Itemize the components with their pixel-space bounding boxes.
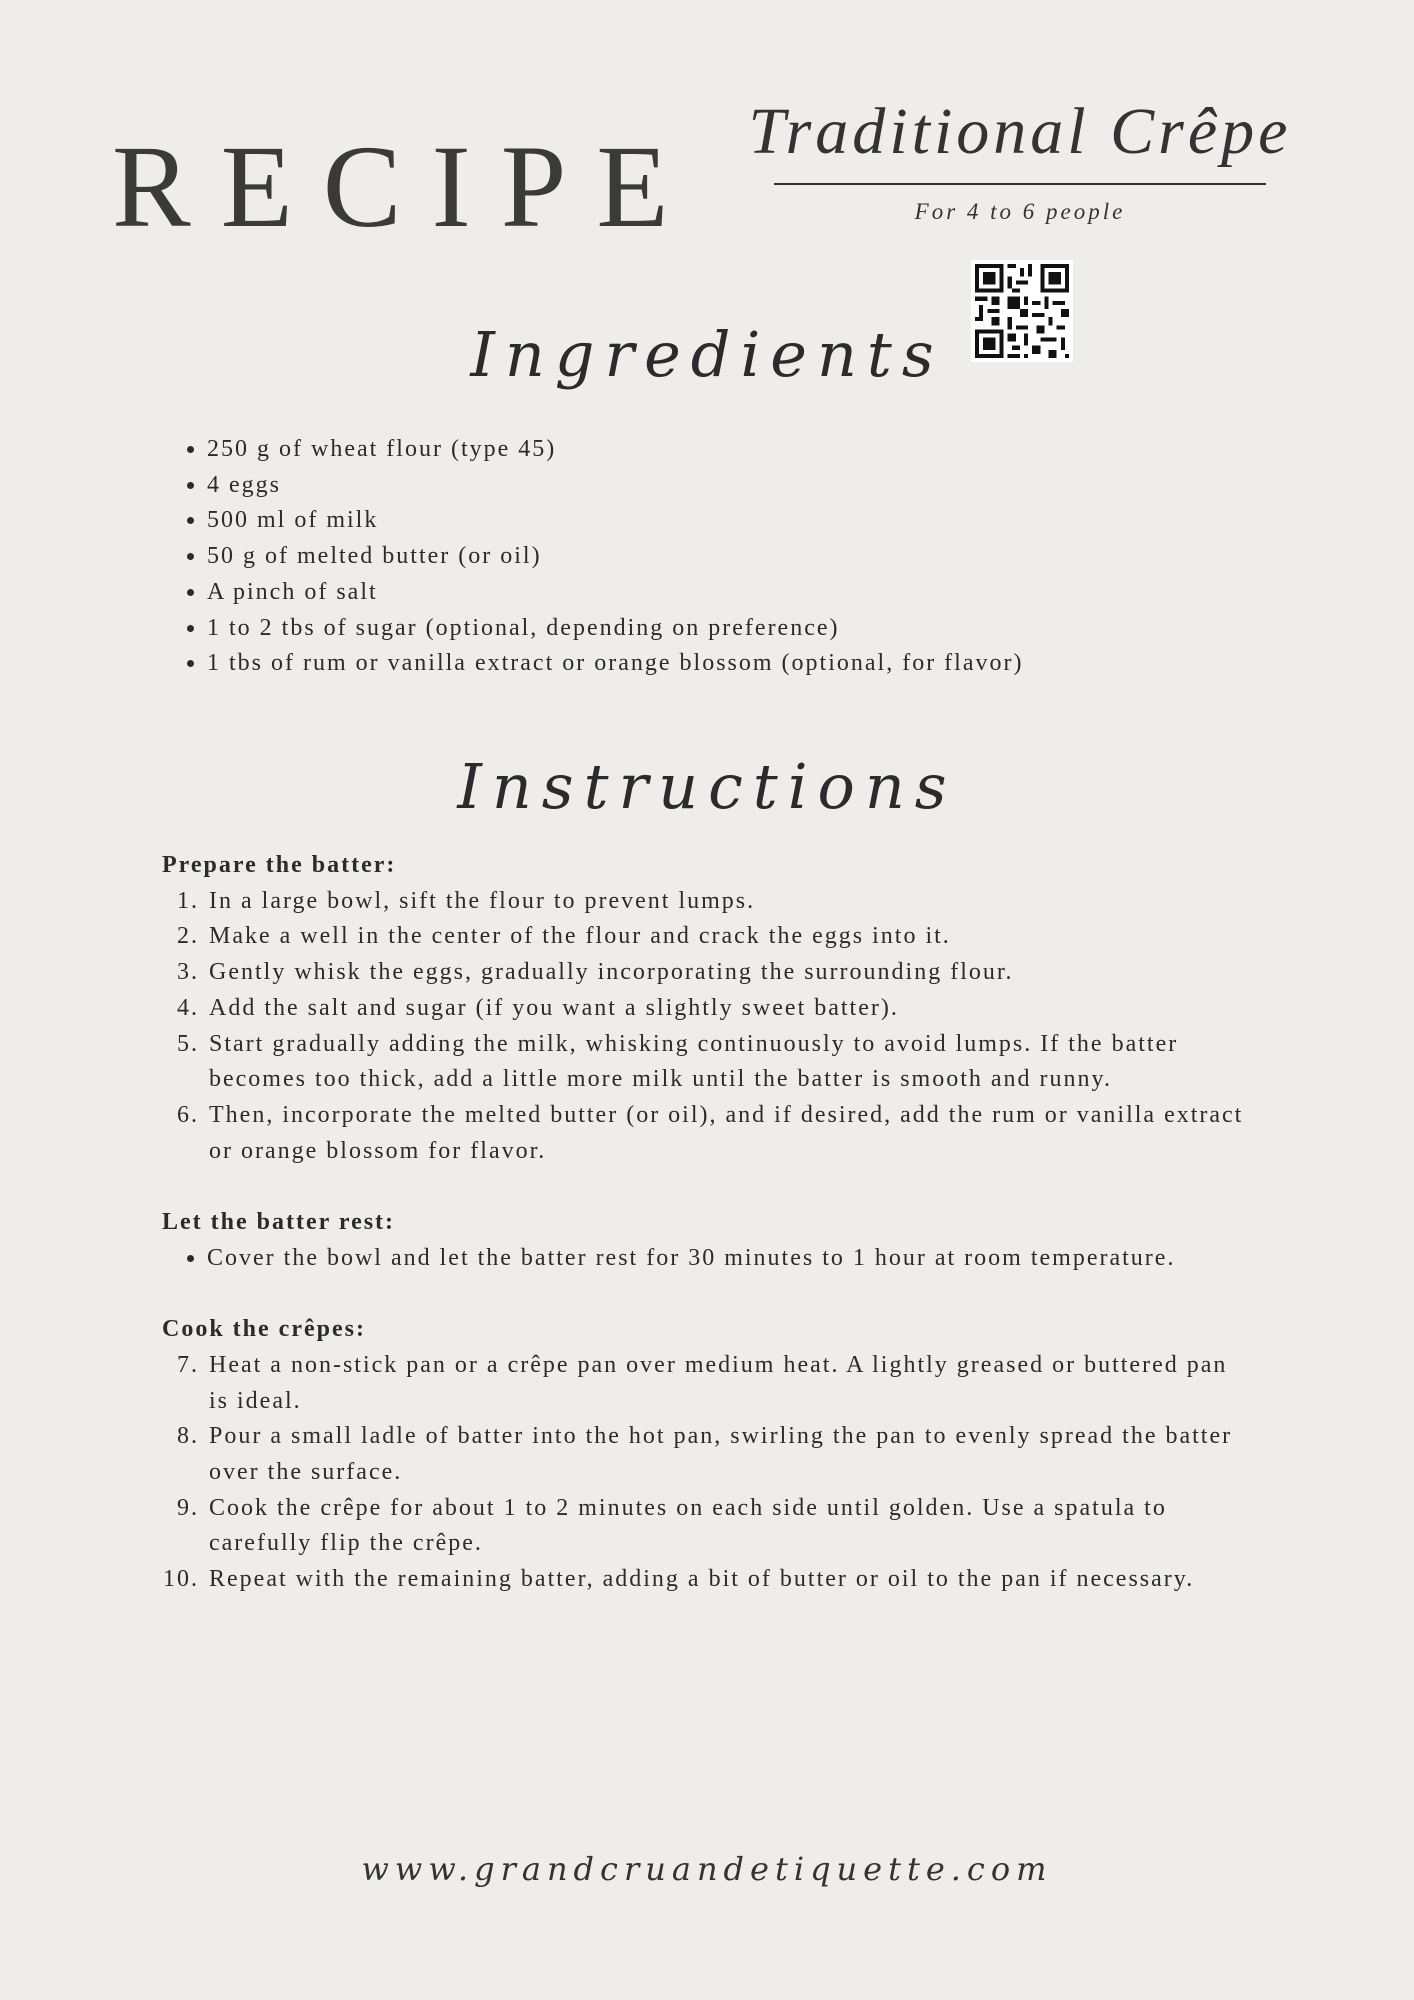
servings-subtitle: For 4 to 6 people xyxy=(914,198,1126,224)
step-item: 7. Heat a non-stick pan or a crêpe pan over medium heat. A lightly greased or buttered pan is ideal. xyxy=(207,1348,1252,1419)
ingredients-list xyxy=(160,432,1023,682)
list-item: • 1 to 2 tbs of sugar (optional, depending on preference) xyxy=(207,611,1023,647)
list-item: • 50 g of melted butter (or oil) xyxy=(207,539,1023,575)
step-item: 4. Add the salt and sugar (if you want a slightly sweet batter). xyxy=(207,991,1252,1027)
title-block xyxy=(740,96,1300,225)
recipe-title: Traditional Crêpe xyxy=(748,95,1292,168)
list-item: • 250 g of wheat flour (type 45) xyxy=(207,432,1023,468)
cook-crepes-heading: Cook the crêpes: xyxy=(162,1316,366,1343)
instructions-heading: Instructions xyxy=(457,750,957,823)
list-item: • Cover the bowl and let the batter rest for 30 minutes to 1 hour at room temperature. xyxy=(207,1241,1252,1277)
step-item: 2. Make a well in the center of the flour and crack the eggs into it. xyxy=(207,919,1252,955)
list-item: • 500 ml of milk xyxy=(207,503,1023,539)
list-item: • 1 tbs of rum or vanilla extract or orange blossom (optional, for flavor) xyxy=(207,646,1023,682)
list-item: • 4 eggs xyxy=(207,468,1023,504)
rest-list xyxy=(162,1241,1252,1277)
step-item: 10. Repeat with the remaining batter, adding a bit of butter or oil to the pan if necessary. xyxy=(207,1562,1252,1598)
spacer xyxy=(162,1276,1252,1312)
step-item: 8. Pour a small ladle of batter into the hot pan, swirling the pan to evenly spread the batter over the surface. xyxy=(207,1419,1252,1490)
spacer xyxy=(162,1169,1252,1205)
website-link[interactable]: www.grandcruandetiquette.com xyxy=(361,1850,1053,1888)
step-item: 1. In a large bowl, sift the flour to prevent lumps. xyxy=(207,884,1252,920)
prepare-steps xyxy=(162,884,1252,1170)
step-item: 9. Cook the crêpe for about 1 to 2 minutes on each side until golden. Use a spatula to carefully flip the crêpe. xyxy=(207,1491,1252,1562)
instructions-section xyxy=(162,848,1252,1598)
step-item: 5. Start gradually adding the milk, whisking continuously to avoid lumps. If the batter becomes too thick, add a little more milk until the batter is smooth and runny. xyxy=(207,1027,1252,1098)
cook-steps xyxy=(162,1348,1252,1598)
title-underline xyxy=(774,183,1266,185)
prepare-batter-heading: Prepare the batter: xyxy=(162,852,397,878)
rest-batter-heading: Let the batter rest: xyxy=(162,1209,396,1236)
step-item: 6. Then, incorporate the melted butter (or oil), and if desired, add the rum or vanilla extract or orange blossom for flavor. xyxy=(207,1098,1252,1169)
list-item: • A pinch of salt xyxy=(207,575,1023,611)
ingredients-heading: Ingredients xyxy=(470,318,944,391)
step-item: 3. Gently whisk the eggs, gradually incorporating the surrounding flour. xyxy=(207,955,1252,991)
recipe-heading: RECIPE xyxy=(112,121,699,252)
